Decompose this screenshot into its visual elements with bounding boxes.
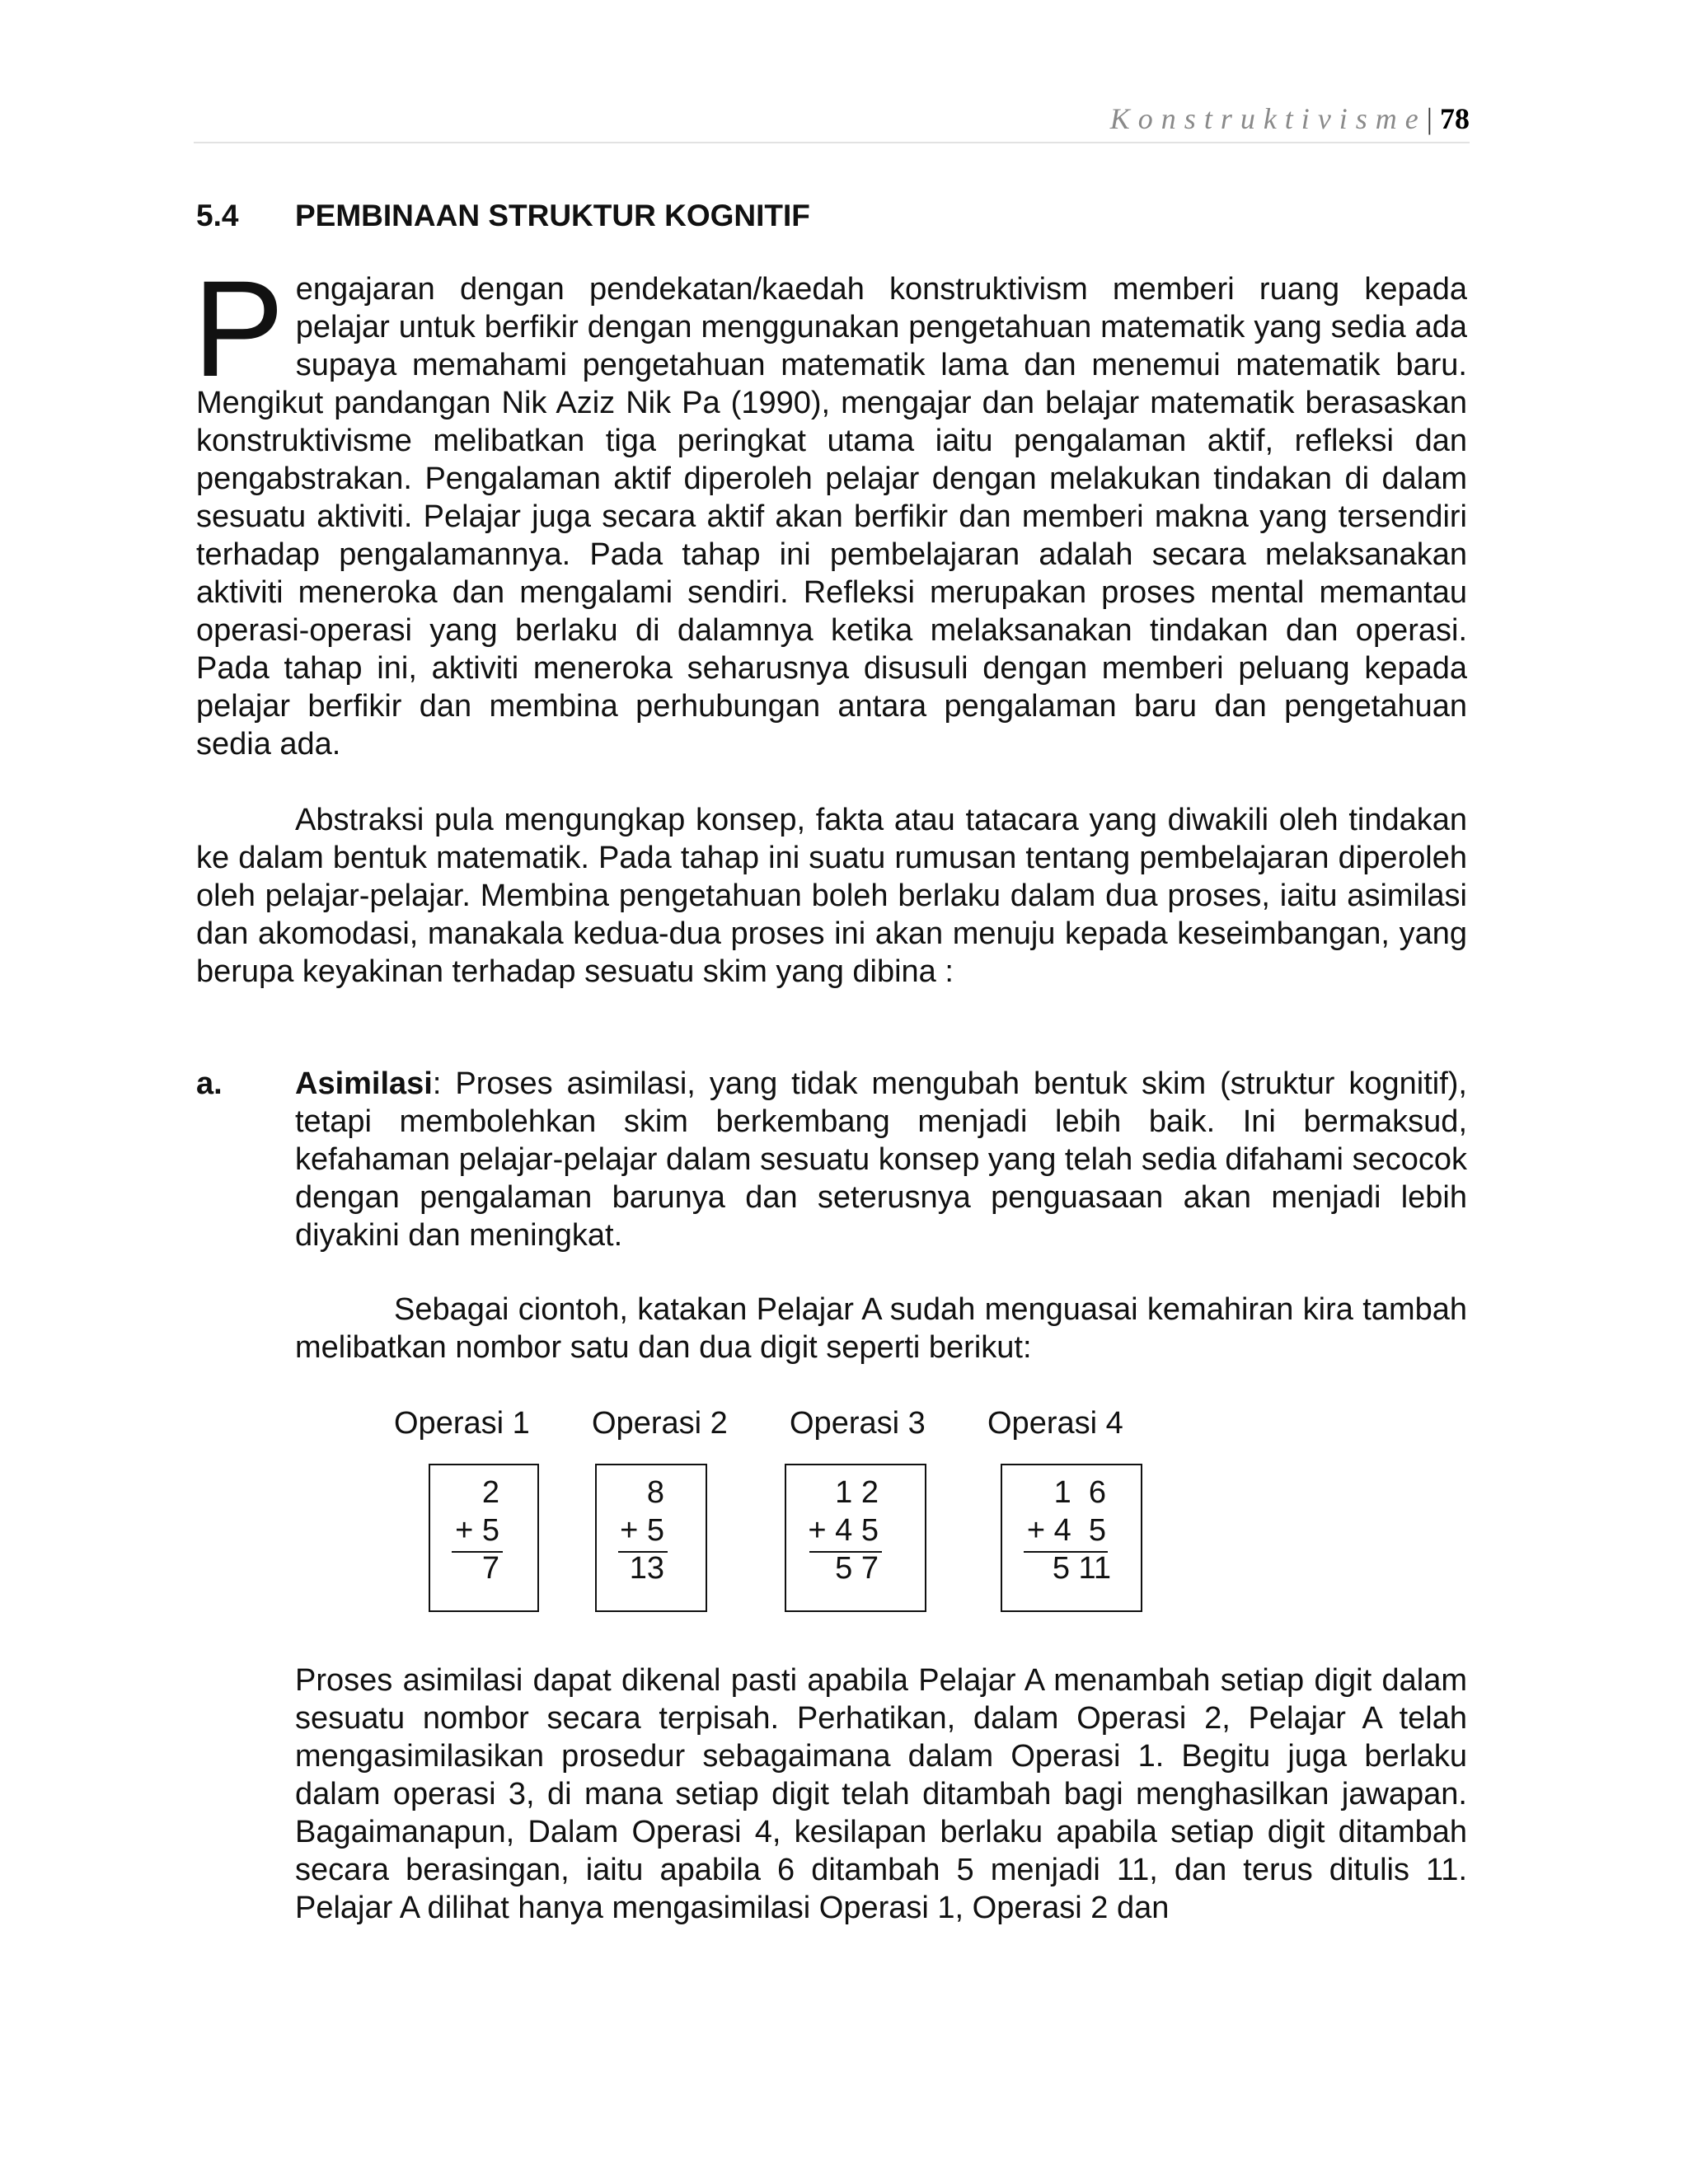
header-separator: | (1426, 102, 1432, 135)
sum-result: 5 7 (835, 1551, 879, 1586)
paragraph-abstraction: Abstraksi pula mengungkap konsep, fakta atau tatacara yang diwakili oleh tindakan ke dalam bentuk matematik. Pada tahap ini suatu rumusan tentang pembelajaran diperoleh oleh pelajar-pelajar. Membina pengetahuan boleh berlaku dalam dua proses, iaitu asimilasi dan akomodasi, manakala kedua-dua proses ini akan menuju kepada keseimbangan, yang berupa keyakinan terhadap sesuatu skim yang dibina : (196, 803, 1467, 989)
operand-top: 1 2 (835, 1475, 879, 1510)
operation-box (785, 1464, 926, 1612)
operand-addend: + 5 (620, 1513, 664, 1548)
operand-top: 2 (481, 1475, 499, 1510)
operand-addend: + 4 5 (1026, 1513, 1106, 1548)
section-number: 5.4 (196, 199, 239, 232)
operation-box (595, 1464, 707, 1612)
operation-label: Operasi 3 (790, 1406, 926, 1441)
operand-addend: + 5 (455, 1513, 499, 1548)
example-intro: Sebagai ciontoh, katakan Pelajar A sudah menguasai kemahiran kira tambah melibatkan nombor satu dan dua digit seperti berikut: (295, 1292, 1467, 1365)
operation-label: Operasi 4 (987, 1406, 1123, 1441)
drop-cap: P (193, 253, 284, 405)
operation-box (429, 1464, 539, 1612)
paragraph-intro (193, 253, 1467, 763)
page-header (194, 96, 1470, 143)
section-heading (196, 198, 1465, 234)
list-marker: a. (196, 1066, 223, 1101)
sum-result: 5 11 (1052, 1551, 1111, 1586)
paragraph-intro-text: engajaran dengan pendekatan/kaedah konstruktivism memberi ruang kepada pelajar untuk berfikir dengan menggunakan pengetahuan matematik yang sedia ada supaya memahami pengetahuan matematik lama dan menemui matematik baru. Mengikut pandangan Nik Aziz Nik Pa (1990), mengajar dan belajar matematik berasaskan konstruktivisme melibatkan tiga peringkat utama iaitu pengalaman aktif, refleksi dan pengabstrakan. Pengalaman aktif diperoleh pelajar dengan melakukan tindakan di dalam sesuatu aktiviti. Pelajar juga secara aktif akan berfikir dan memberi makna yang tersendiri terhadap pengalamannya. Pada tahap ini pembelajaran adalah secara melaksanakan aktiviti meneroka dan mengalami sendiri. Refleksi merupakan proses mental memantau operasi-operasi yang berlaku di dalamnya ketika melaksanakan tindakan dan operasi. Pada tahap ini, aktiviti meneroka seharusnya disusuli dengan memberi peluang kepada pelajar berfikir dan membina perhubungan antara pengalaman baru dan pengetahuan sedia ada. (196, 272, 1467, 762)
asimilasi-definition: : Proses asimilasi, yang tidak mengubah bentuk skim (struktur kognitif), tetapi membolehkan skim berkembang menjadi lebih baik. Ini bermaksud, kefahaman pelajar-pelajar dalam sesuatu konsep yang telah sedia difahami secocok dengan pengalaman barunya dan seterusnya penguasaan akan menjadi lebih diyakini dan meningkat. (295, 1066, 1467, 1253)
operand-top: 1 6 (1053, 1475, 1106, 1510)
operand-top: 8 (646, 1475, 664, 1510)
term-asimilasi: Asimilasi (295, 1066, 433, 1101)
running-title: Konstruktivisme (1109, 102, 1427, 135)
operand-addend: + 4 5 (808, 1513, 879, 1548)
operation-box (1001, 1464, 1142, 1612)
sum-result: 13 (629, 1551, 664, 1586)
paragraph-analysis: Proses asimilasi dapat dikenal pasti apabila Pelajar A menambah setiap digit dalam sesuatu nombor secara terpisah. Perhatikan, dalam Operasi 2, Pelajar A telah mengasimilasikan prosedur sebagaimana dalam Operasi 1. Begitu juga berlaku dalam operasi 3, di mana setiap digit telah ditambah bagi menghasilkan jawapan. Bagaimanapun, Dalam Operasi 4, kesilapan berlaku apabila setiap digit ditambah secara berasingan, iaitu apabila 6 ditambah 5 menjadi 11, dan terus ditulis 11. Pelajar A dilihat hanya mengasimilasi Operasi 1, Operasi 2 dan (295, 1663, 1467, 1925)
list-item-body (295, 1065, 1467, 1254)
sum-result: 7 (481, 1551, 499, 1586)
operation-label: Operasi 2 (592, 1406, 728, 1441)
list-item-asimilasi (196, 1065, 1467, 1254)
operation-label: Operasi 1 (394, 1406, 530, 1441)
page-number: 78 (1440, 102, 1470, 135)
section-title: PEMBINAAN STRUKTUR KOGNITIF (295, 199, 810, 232)
